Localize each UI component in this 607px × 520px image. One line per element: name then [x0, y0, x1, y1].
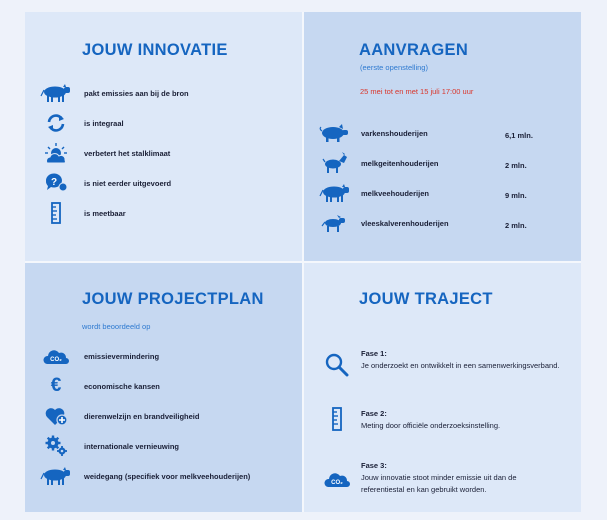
- list-item-label: vleeskalverenhouderijen: [361, 218, 449, 228]
- list-item: [40, 345, 159, 367]
- aanvragen-subtitle: (eerste openstelling): [360, 63, 428, 72]
- pig-icon: [319, 122, 351, 144]
- list-item-label: is meetbaar: [84, 208, 126, 218]
- list-item: [40, 172, 171, 194]
- list-item-label: is niet eerder uitgevoerd: [84, 178, 172, 188]
- infographic: [25, 12, 581, 512]
- list-item-label: melkgeitenhouderijen: [361, 158, 439, 168]
- list-item: [40, 405, 199, 427]
- sun-cloud-icon: [40, 142, 72, 164]
- projectplan-subtitle: wordt beoordeeld op: [82, 322, 151, 331]
- phase-text: Jouw innovatie stoot minder emissie uit dan de referentiestal en kan gebruikt worden.: [361, 473, 517, 494]
- co2-cloud-icon: [40, 345, 72, 367]
- amount-value: 2 mln.: [505, 161, 527, 170]
- phase-3: [361, 460, 561, 496]
- list-item: [40, 142, 170, 164]
- amount-value: 2 mln.: [505, 221, 527, 230]
- phase-1: [361, 348, 561, 372]
- innovatie-panel: [25, 12, 303, 262]
- list-item-label: dierenwelzijn en brandveiligheid: [84, 411, 200, 421]
- list-item-label: verbetert het stalklimaat: [84, 148, 171, 158]
- projectplan-panel: [25, 262, 303, 512]
- phase-title: Fase 2:: [361, 409, 387, 418]
- goat-icon: [319, 152, 351, 174]
- phase-title: Fase 1:: [361, 349, 387, 358]
- euro-icon: [40, 375, 72, 397]
- list-item-label: internationale vernieuwing: [84, 441, 180, 451]
- heart-plus-icon: [40, 405, 72, 427]
- phase-text: Je onderzoekt en ontwikkelt in een samenwerkingsverband.: [361, 361, 560, 370]
- euro-glyph: €: [50, 375, 62, 396]
- co2-label: CO₂: [50, 357, 62, 363]
- list-item-label: is integraal: [84, 118, 124, 128]
- list-item: [40, 112, 124, 134]
- list-item: [40, 202, 126, 224]
- innovatie-title: JOUW INNOVATIE: [82, 41, 228, 59]
- projectplan-title: JOUW PROJECTPLAN: [82, 290, 264, 308]
- phase-2: [361, 408, 561, 432]
- list-item: [319, 182, 429, 204]
- list-item: [319, 152, 439, 174]
- aanvragen-date: 25 mei tot en met 15 juli 17:00 uur: [360, 87, 474, 96]
- amount-value: 9 mln.: [505, 191, 527, 200]
- amount-value: 6,1 mln.: [505, 131, 533, 140]
- gears-icon: [40, 435, 72, 457]
- divider-horizontal: [25, 261, 581, 263]
- phase-text: Meting door officiële onderzoeksinstelling.: [361, 421, 501, 430]
- question-bubble-icon: [40, 172, 72, 194]
- list-item-label: economische kansen: [84, 381, 160, 391]
- ruler-icon: [321, 408, 353, 430]
- list-item-label: emissievermindering: [84, 351, 160, 361]
- list-item-label: varkenshouderijen: [361, 128, 428, 138]
- calf-icon: [319, 212, 351, 234]
- list-item: [40, 82, 189, 104]
- list-item: [40, 375, 160, 397]
- cow-icon: [40, 82, 72, 104]
- svg-text:?: ?: [50, 177, 58, 188]
- cow-icon: [319, 182, 351, 204]
- list-item-label: weidegang (specifiek voor melkveehouderijen): [84, 471, 251, 481]
- list-item: [319, 212, 449, 234]
- ruler-icon: [40, 202, 72, 224]
- list-item-label: pakt emissies aan bij de bron: [84, 88, 189, 98]
- list-item: [40, 465, 250, 487]
- aanvragen-panel: [303, 12, 581, 262]
- cow-icon: [40, 465, 72, 487]
- magnifier-icon: [321, 354, 353, 376]
- aanvragen-title: AANVRAGEN: [359, 41, 469, 59]
- phase-title: Fase 3:: [361, 461, 387, 470]
- list-item: [40, 435, 179, 457]
- co2-cloud-icon: [321, 468, 353, 490]
- co2-label: CO₂: [331, 480, 343, 486]
- list-item-label: melkveehouderijen: [361, 188, 429, 198]
- traject-panel: [303, 262, 581, 512]
- traject-title: JOUW TRAJECT: [359, 290, 493, 308]
- list-item: [319, 122, 428, 144]
- cycle-arrows-icon: [40, 112, 72, 134]
